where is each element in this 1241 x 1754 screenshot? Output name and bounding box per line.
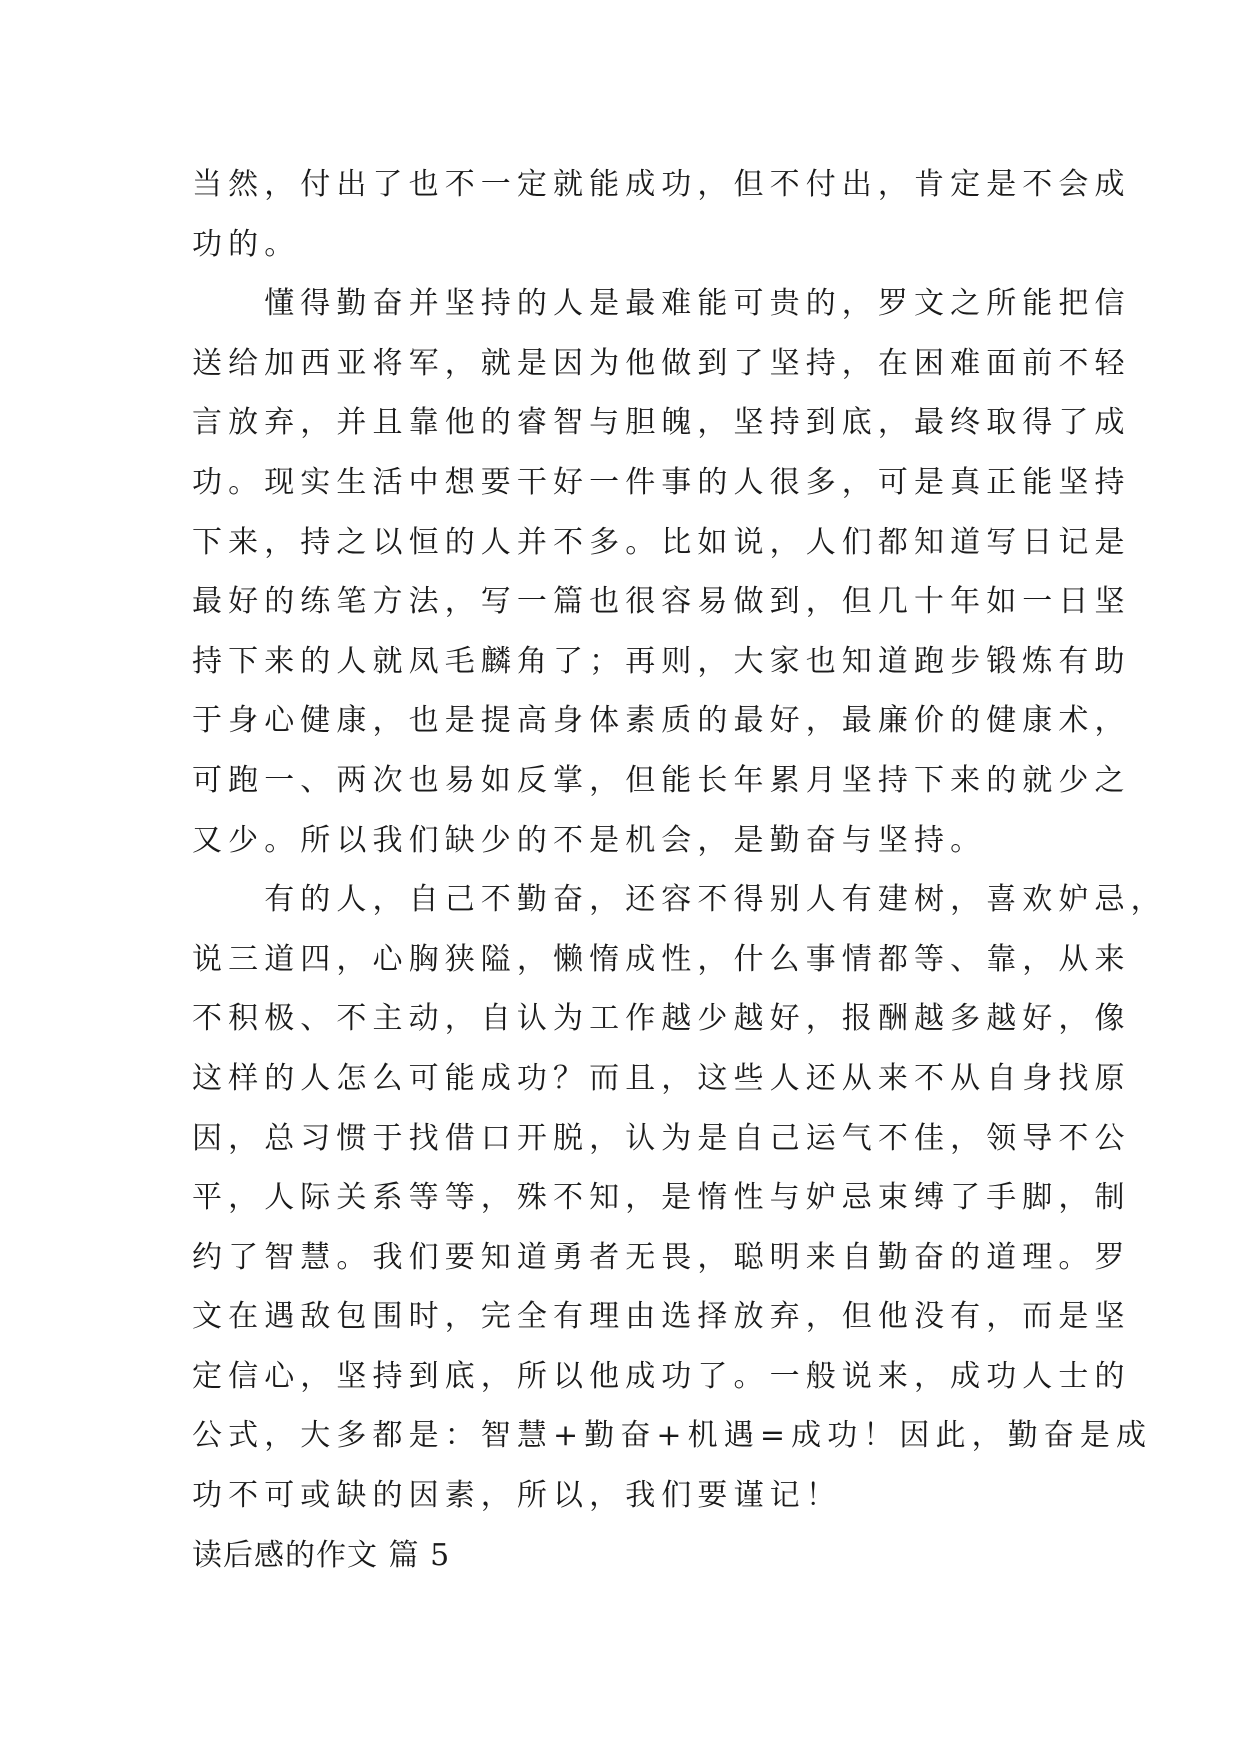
body-line: 又少。所以我们缺少的不是机会，是勤奋与坚持。 xyxy=(192,822,987,858)
body-line: 下来，持之以恒的人并不多。比如说，人们都知道写日记是 xyxy=(192,524,1131,560)
body-line: 约了智慧。我们要知道勇者无畏，聪明来自勤奋的道理。罗 xyxy=(192,1239,1131,1275)
body-line: 定信心，坚持到底，所以他成功了。一般说来，成功人士的 xyxy=(192,1358,1131,1394)
body-line: 言放弃，并且靠他的睿智与胆魄，坚持到底，最终取得了成 xyxy=(192,405,1131,441)
body-line: 可跑一、两次也易如反掌，但能长年累月坚持下来的就少之 xyxy=(192,762,1131,798)
section-heading: 读后感的作文 篇 5 xyxy=(192,1537,451,1573)
body-line: 因，总习惯于找借口开脱，认为是自己运气不佳，领导不公 xyxy=(192,1120,1131,1156)
body-line: 于身心健康，也是提高身体素质的最好，最廉价的健康术， xyxy=(192,703,1131,739)
body-line: 这样的人怎么可能成功？而且，这些人还从来不从自身找原 xyxy=(192,1060,1131,1096)
body-line: 当然，付出了也不一定就能成功，但不付出，肯定是不会成 xyxy=(192,167,1131,202)
body-line: 文在遇敌包围时，完全有理由选择放弃，但他没有，而是坚 xyxy=(192,1299,1131,1335)
body-line: 功。现实生活中想要干好一件事的人很多，可是真正能坚持 xyxy=(192,464,1131,500)
body-line: 最好的练笔方法，写一篇也很容易做到，但几十年如一日坚 xyxy=(192,584,1131,620)
body-line: 懂得勤奋并坚持的人是最难能可贵的，罗文之所能把信 xyxy=(192,286,1131,322)
body-line: 送给加西亚将军，就是因为他做到了坚持，在困难面前不轻 xyxy=(192,345,1131,381)
body-line: 持下来的人就凤毛麟角了；再则，大家也知道跑步锻炼有助 xyxy=(192,643,1131,679)
body-line: 公式，大多都是：智慧+勤奋+机遇=成功！因此，勤奋是成 xyxy=(192,1418,1153,1454)
body-line: 说三道四，心胸狭隘，懒惰成性，什么事情都等、靠，从来 xyxy=(192,941,1131,977)
document-body xyxy=(192,155,1167,1585)
body-line: 功的。 xyxy=(192,226,301,262)
body-line: 有的人，自己不勤奋，还容不得别人有建树，喜欢妒忌， xyxy=(192,882,1167,918)
body-line: 不积极、不主动，自认为工作越少越好，报酬越多越好，像 xyxy=(192,1001,1131,1037)
body-line: 平，人际关系等等，殊不知，是惰性与妒忌束缚了手脚，制 xyxy=(192,1180,1131,1216)
body-line: 功不可或缺的因素，所以，我们要谨记！ xyxy=(192,1478,842,1514)
